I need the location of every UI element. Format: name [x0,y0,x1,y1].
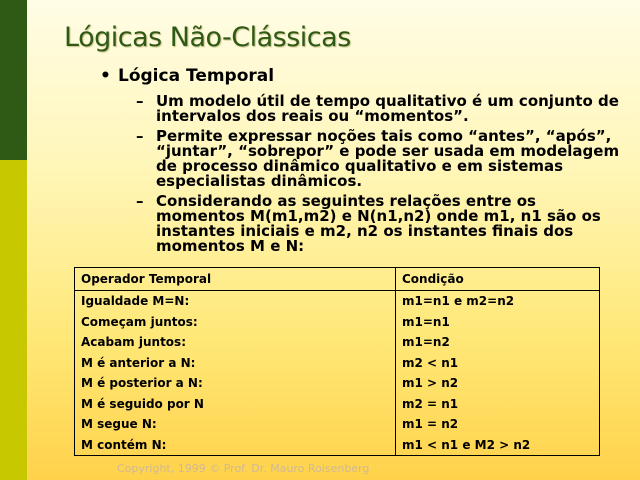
operator-cell: Acabam juntos: [75,332,396,353]
operator-cell: M é posterior a N: [75,373,396,394]
table-row [75,332,600,353]
left-accent-bar-dark [0,0,27,160]
temporal-operators-table [74,267,600,456]
table-row [75,414,600,435]
dash-icon: – [136,127,144,145]
condition-cell: m1 > n2 [402,376,459,391]
bullet-dot-icon: • [100,66,111,86]
condition-cell: m1=n1 [402,314,450,329]
operator-cell: Igualdade M=N: [75,291,396,312]
sub-bullet-text: Considerando as seguintes relações entre os momentos M(m1,m2) e N(n1,n2) onde m1, n1 são os instantes iniciais e m2, n2 os instantes finais dos momentos M e N: [156,192,601,255]
sub-bullet-list [136,94,626,259]
table-row [75,312,600,333]
condition-cell: m1=n2 [402,335,450,350]
main-bullet [100,66,274,86]
operator-cell: M é anterior a N: [75,353,396,374]
sub-bullet-text: Permite expressar noções tais como “antes”, “após”, “juntar”, “sobrepor” e pode ser usada em modelagem de processo dinâmico qualitativo e em sistemas especialistas dinâmicos. [156,127,620,190]
left-accent-bar-light [0,160,27,480]
dash-icon: – [136,92,144,110]
table-row [75,353,600,374]
table-row [75,435,600,456]
slide-title: Lógicas Não-Clássicas [64,22,351,53]
header-condition: Condição [396,268,600,291]
condition-cell: m2 = n1 [402,396,459,411]
sub-bullet-text: Um modelo útil de tempo qualitativo é um conjunto de intervalos dos reais ou “momentos”. [156,92,619,125]
sub-bullet-item [136,129,626,189]
operator-cell: Começam juntos: [75,312,396,333]
dash-icon: – [136,192,144,210]
main-bullet-text: Lógica Temporal [118,66,275,86]
operator-cell: M segue N: [75,414,396,435]
table-row [75,394,600,415]
operator-cell: M contém N: [75,435,396,456]
table-row [75,373,600,394]
operator-cell: M é seguido por N [75,394,396,415]
condition-cell: m1 = n2 [402,417,459,432]
table-header-row [75,268,600,291]
sub-bullet-item [136,194,626,254]
sub-bullet-item [136,94,626,124]
condition-cell: m1 < n1 e M2 > n2 [402,437,531,452]
table-row [75,291,600,312]
condition-cell: m2 < n1 [402,355,459,370]
header-operator: Operador Temporal [75,268,396,291]
copyright-footer: Copyright, 1999 © Prof. Dr. Mauro Roisenberg [117,462,370,475]
condition-cell: m1=n1 e m2=n2 [402,294,515,309]
